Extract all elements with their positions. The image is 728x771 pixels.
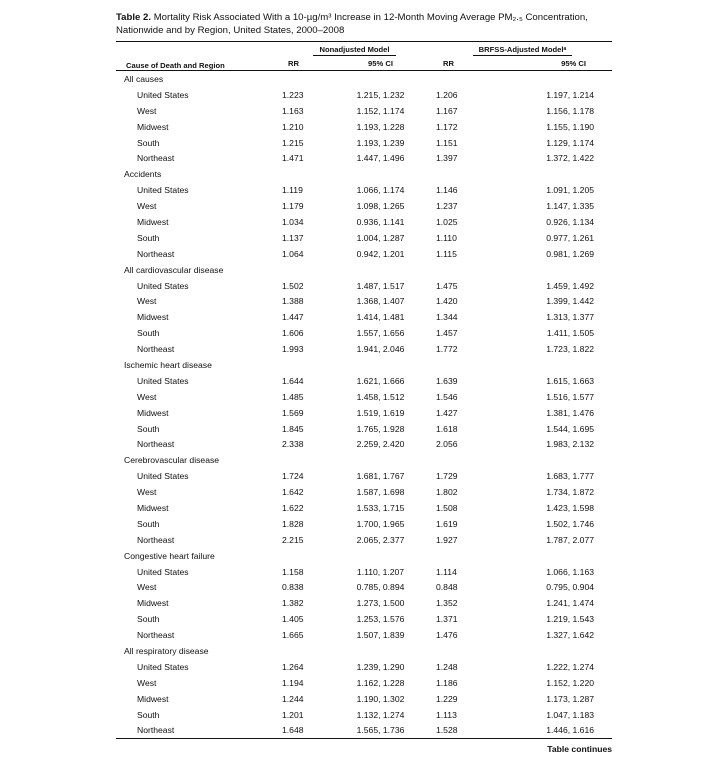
region-cell: United States: [137, 185, 189, 196]
table-row: [116, 135, 612, 151]
rr-nonadjusted-cell: 1.502: [282, 280, 304, 291]
rr-adjusted-cell: 1.639: [436, 375, 458, 386]
header-nonadjusted: Nonadjusted Model: [313, 45, 395, 56]
header-ci-adjusted: 95% CI: [561, 58, 587, 68]
ci-adjusted-cell: 1.222, 1.274: [546, 661, 595, 672]
ci-nonadjusted-cell: 1.132, 1.274: [356, 709, 405, 720]
ci-adjusted-cell: 0.981, 1.269: [546, 248, 595, 259]
region-cell: Northeast: [137, 344, 175, 355]
rr-adjusted-cell: 1.113: [436, 709, 457, 720]
rr-adjusted-cell: 1.475: [436, 280, 458, 291]
rr-adjusted-cell: 1.528: [433, 723, 498, 739]
table-row: [116, 293, 612, 309]
header-nonadjusted-group: [276, 42, 433, 57]
ci-nonadjusted-cell: 1.273, 1.500: [356, 598, 405, 609]
table-row: [116, 627, 612, 643]
rr-nonadjusted-cell: 1.064: [282, 248, 304, 259]
rr-adjusted-cell: 1.352: [436, 598, 458, 609]
rr-adjusted-cell: 1.025: [436, 216, 458, 227]
rr-adjusted-cell: 1.427: [436, 407, 458, 418]
ci-nonadjusted-cell: 1.765, 1.928: [356, 423, 405, 434]
rr-adjusted-cell: 1.476: [436, 630, 458, 641]
region-cell: United States: [137, 89, 189, 100]
ci-nonadjusted-cell: 1.193, 1.239: [356, 137, 405, 148]
ci-adjusted-cell: 1.066, 1.163: [546, 566, 595, 577]
ci-adjusted-cell: 1.372, 1.422: [546, 153, 595, 164]
table-row: [116, 103, 612, 119]
rr-adjusted-cell: 1.172: [436, 121, 458, 132]
region-cell: Northeast: [137, 248, 175, 259]
ci-adjusted-cell: 1.502, 1.746: [546, 518, 595, 529]
rr-nonadjusted-cell: 1.244: [282, 693, 304, 704]
rr-nonadjusted-cell: 0.838: [282, 582, 304, 593]
ci-adjusted-cell: 1.516, 1.577: [546, 391, 595, 402]
ci-nonadjusted-cell: 1.507, 1.839: [356, 630, 405, 641]
rr-adjusted-cell: 1.151: [436, 137, 458, 148]
region-cell: Northeast: [137, 534, 175, 545]
ci-adjusted-cell: 1.787, 2.077: [546, 534, 595, 545]
table-row: [116, 723, 612, 739]
region-cell: United States: [137, 471, 189, 482]
ci-nonadjusted-cell: 1.681, 1.767: [356, 471, 405, 482]
table-row: [116, 373, 612, 389]
table-row: [116, 595, 612, 611]
region-cell: South: [137, 518, 160, 529]
table-row: [116, 659, 612, 675]
table-row: [116, 675, 612, 691]
region-cell: Northeast: [116, 723, 276, 739]
ci-adjusted-cell: 1.241, 1.474: [546, 598, 595, 609]
section-heading: Ischemic heart disease: [124, 359, 212, 370]
ci-nonadjusted-cell: 2.065, 2.377: [356, 534, 405, 545]
ci-nonadjusted-cell: 1.458, 1.512: [356, 391, 405, 402]
rr-nonadjusted-cell: 1.137: [282, 232, 304, 243]
table-body: [116, 71, 612, 739]
ci-adjusted-cell: 1.147, 1.335: [546, 201, 595, 212]
rr-nonadjusted-cell: 1.201: [282, 709, 304, 720]
rr-nonadjusted-cell: 1.405: [282, 614, 304, 625]
ci-nonadjusted-cell: 1.519, 1.619: [356, 407, 405, 418]
rr-nonadjusted-cell: 1.034: [282, 216, 304, 227]
ci-adjusted-cell: 1.544, 1.695: [546, 423, 595, 434]
ci-nonadjusted-cell: 1.193, 1.228: [356, 121, 405, 132]
rr-nonadjusted-cell: 1.223: [282, 89, 304, 100]
region-cell: Midwest: [137, 312, 169, 323]
ci-nonadjusted-cell: 1.098, 1.265: [356, 201, 405, 212]
ci-adjusted-cell: 1.615, 1.663: [546, 375, 595, 386]
section-row: [116, 166, 612, 182]
rr-nonadjusted-cell: 1.569: [282, 407, 304, 418]
ci-nonadjusted-cell: 1.941, 2.046: [356, 344, 405, 355]
header-ci-nonadjusted: 95% CI: [368, 58, 393, 68]
rr-adjusted-cell: 1.146: [436, 185, 458, 196]
table-row: [116, 564, 612, 580]
rr-nonadjusted-cell: 1.648: [276, 723, 328, 739]
table-row: [116, 341, 612, 357]
ci-adjusted-cell: 1.459, 1.492: [546, 280, 595, 291]
region-cell: Midwest: [137, 598, 169, 609]
region-cell: West: [137, 201, 157, 212]
table-row: [116, 421, 612, 437]
region-cell: South: [137, 423, 160, 434]
table-row: [116, 484, 612, 500]
table-row: [116, 500, 612, 516]
section-row: [116, 71, 612, 87]
region-cell: West: [137, 296, 157, 307]
ci-adjusted-cell: 1.313, 1.377: [546, 312, 595, 323]
ci-adjusted-cell: 0.977, 1.261: [546, 232, 595, 243]
table-row: [116, 325, 612, 341]
table-row: [116, 119, 612, 135]
rr-adjusted-cell: 1.344: [436, 312, 458, 323]
rr-adjusted-cell: 2.056: [436, 439, 458, 450]
ci-nonadjusted-cell: 1.414, 1.481: [356, 312, 405, 323]
rr-nonadjusted-cell: 1.163: [282, 105, 304, 116]
ci-adjusted-cell: 1.197, 1.214: [546, 89, 595, 100]
section-row: [116, 452, 612, 468]
ci-adjusted-cell: 0.926, 1.134: [546, 216, 595, 227]
rr-nonadjusted-cell: 1.845: [282, 423, 304, 434]
region-cell: South: [137, 137, 160, 148]
section-heading: All cardiovascular disease: [124, 264, 224, 275]
region-cell: Midwest: [137, 693, 169, 704]
table-row: [116, 405, 612, 421]
ci-nonadjusted-cell: 1.162, 1.228: [356, 677, 405, 688]
section-heading: Congestive heart failure: [124, 550, 215, 561]
rr-adjusted-cell: 1.237: [436, 201, 458, 212]
ci-nonadjusted-cell: 1.110, 1.207: [356, 566, 405, 577]
ci-adjusted-cell: 1.047, 1.183: [546, 709, 595, 720]
rr-adjusted-cell: 1.248: [436, 661, 458, 672]
section-heading: Cerebrovascular disease: [124, 455, 220, 466]
rr-nonadjusted-cell: 1.210: [282, 121, 304, 132]
rr-adjusted-cell: 1.618: [436, 423, 458, 434]
table-label: Table 2.: [116, 12, 152, 23]
ci-nonadjusted-cell: 1.447, 1.496: [356, 153, 405, 164]
region-cell: South: [137, 614, 160, 625]
ci-adjusted-cell: 1.446, 1.616: [498, 723, 612, 739]
rr-adjusted-cell: 1.457: [436, 328, 458, 339]
rr-nonadjusted-cell: 1.828: [282, 518, 304, 529]
ci-nonadjusted-cell: 0.942, 1.201: [356, 248, 405, 259]
ci-nonadjusted-cell: 1.215, 1.232: [356, 89, 405, 100]
rr-adjusted-cell: 1.371: [436, 614, 458, 625]
ci-adjusted-cell: 1.173, 1.287: [546, 693, 595, 704]
rr-adjusted-cell: 1.772: [436, 344, 458, 355]
region-cell: West: [137, 582, 157, 593]
header-adjusted: BRFSS-Adjusted Modelᵃ: [473, 45, 573, 56]
region-cell: South: [137, 328, 160, 339]
ci-adjusted-cell: 1.734, 1.872: [546, 487, 595, 498]
rr-adjusted-cell: 1.206: [436, 89, 458, 100]
region-cell: South: [137, 232, 160, 243]
rr-adjusted-cell: 1.802: [436, 487, 458, 498]
ci-adjusted-cell: 1.091, 1.205: [546, 185, 595, 196]
ci-nonadjusted-cell: 1.565, 1.736: [328, 723, 433, 739]
region-cell: West: [137, 487, 157, 498]
rr-nonadjusted-cell: 1.665: [282, 630, 304, 641]
table-row: [116, 580, 612, 596]
ci-adjusted-cell: 1.683, 1.777: [546, 471, 595, 482]
region-cell: Midwest: [137, 502, 169, 513]
table-row: [116, 532, 612, 548]
region-cell: West: [137, 677, 157, 688]
mortality-risk-table: [116, 41, 612, 739]
ci-adjusted-cell: 0.795, 0.904: [546, 582, 595, 593]
rr-nonadjusted-cell: 1.158: [282, 566, 304, 577]
section-heading: Accidents: [124, 169, 162, 180]
table-row: [116, 230, 612, 246]
table-continues-note: Table continues: [547, 744, 612, 755]
table-row: [116, 516, 612, 532]
ci-nonadjusted-cell: 0.785, 0.894: [356, 582, 405, 593]
section-row: [116, 357, 612, 373]
ci-nonadjusted-cell: 1.621, 1.666: [356, 375, 405, 386]
table-caption: [116, 11, 616, 37]
ci-adjusted-cell: 1.129, 1.174: [546, 137, 595, 148]
rr-nonadjusted-cell: 1.215: [282, 137, 304, 148]
ci-nonadjusted-cell: 1.533, 1.715: [356, 502, 405, 513]
rr-nonadjusted-cell: 1.388: [282, 296, 304, 307]
region-cell: Midwest: [137, 407, 169, 418]
rr-nonadjusted-cell: 1.993: [282, 344, 304, 355]
rr-nonadjusted-cell: 1.485: [282, 391, 304, 402]
rr-nonadjusted-cell: 1.194: [282, 677, 304, 688]
ci-nonadjusted-cell: 1.239, 1.290: [356, 661, 405, 672]
ci-adjusted-cell: 1.983, 2.132: [546, 439, 595, 450]
rr-nonadjusted-cell: 1.179: [282, 201, 304, 212]
region-cell: Northeast: [137, 630, 175, 641]
table-row: [116, 278, 612, 294]
rr-adjusted-cell: 1.110: [436, 232, 457, 243]
rr-adjusted-cell: 1.546: [436, 391, 458, 402]
ci-adjusted-cell: 1.219, 1.543: [546, 614, 595, 625]
table-row: [116, 389, 612, 405]
region-cell: Midwest: [137, 216, 169, 227]
rr-nonadjusted-cell: 2.338: [282, 439, 304, 450]
section-row: [116, 262, 612, 278]
rr-adjusted-cell: 1.397: [436, 153, 458, 164]
table-row: [116, 611, 612, 627]
table-row: [116, 707, 612, 723]
rr-nonadjusted-cell: 1.622: [282, 502, 304, 513]
rr-adjusted-cell: 1.115: [436, 248, 457, 259]
region-cell: United States: [137, 280, 189, 291]
rr-nonadjusted-cell: 1.382: [282, 598, 304, 609]
rr-nonadjusted-cell: 1.264: [282, 661, 304, 672]
region-cell: United States: [137, 566, 189, 577]
rr-adjusted-cell: 1.229: [436, 693, 458, 704]
section-row: [116, 548, 612, 564]
section-heading: All respiratory disease: [124, 646, 209, 656]
rr-adjusted-cell: 1.420: [436, 296, 458, 307]
header-rr-adjusted: RR: [443, 58, 454, 68]
table-title: Mortality Risk Associated With a 10-µg/m³ Increase in 12-Month Moving Average PM₂.₅ Concentration, Nationwide and by Region, United States, 2000–2008: [116, 12, 588, 36]
ci-adjusted-cell: 1.723, 1.822: [546, 344, 595, 355]
ci-adjusted-cell: 1.152, 1.220: [546, 677, 595, 688]
region-cell: United States: [137, 661, 189, 672]
ci-nonadjusted-cell: 1.700, 1.965: [356, 518, 405, 529]
header-cause: Cause of Death and Region: [126, 61, 225, 70]
region-cell: Northeast: [137, 439, 175, 450]
header-adjusted-group: [433, 42, 612, 57]
ci-nonadjusted-cell: 1.368, 1.407: [356, 296, 405, 307]
rr-nonadjusted-cell: 2.215: [282, 534, 304, 545]
ci-nonadjusted-cell: 1.557, 1.656: [356, 328, 405, 339]
ci-adjusted-cell: 1.156, 1.178: [546, 105, 595, 116]
region-cell: South: [137, 709, 160, 720]
ci-adjusted-cell: 1.423, 1.598: [546, 502, 595, 513]
section-heading: All causes: [124, 73, 164, 84]
ci-nonadjusted-cell: 1.066, 1.174: [356, 185, 405, 196]
table-row: [116, 198, 612, 214]
section-row: [116, 643, 612, 659]
rr-nonadjusted-cell: 1.471: [282, 153, 304, 164]
rr-nonadjusted-cell: 1.642: [282, 487, 304, 498]
ci-nonadjusted-cell: 1.004, 1.287: [356, 232, 405, 243]
rr-adjusted-cell: 1.508: [436, 502, 458, 513]
rr-nonadjusted-cell: 1.644: [282, 375, 304, 386]
region-cell: Midwest: [137, 121, 169, 132]
table-row: [116, 436, 612, 452]
table-row: [116, 691, 612, 707]
rr-nonadjusted-cell: 1.724: [282, 471, 304, 482]
rr-adjusted-cell: 1.927: [436, 534, 458, 545]
table-row: [116, 182, 612, 198]
ci-adjusted-cell: 1.411, 1.505: [546, 328, 595, 339]
rr-adjusted-cell: 1.729: [436, 471, 458, 482]
table-row: [116, 87, 612, 103]
table-row: [116, 150, 612, 166]
table-row: [116, 246, 612, 262]
region-cell: United States: [137, 375, 189, 386]
rr-nonadjusted-cell: 1.606: [282, 328, 304, 339]
rr-adjusted-cell: 1.167: [436, 105, 458, 116]
rr-adjusted-cell: 0.848: [436, 582, 458, 593]
ci-nonadjusted-cell: 0.936, 1.141: [356, 216, 405, 227]
rr-adjusted-cell: 1.114: [436, 566, 457, 577]
ci-nonadjusted-cell: 1.152, 1.174: [356, 105, 405, 116]
ci-nonadjusted-cell: 1.253, 1.576: [356, 614, 405, 625]
rr-adjusted-cell: 1.186: [436, 677, 458, 688]
ci-nonadjusted-cell: 1.587, 1.698: [356, 487, 405, 498]
ci-adjusted-cell: 1.399, 1.442: [546, 296, 595, 307]
ci-nonadjusted-cell: 1.487, 1.517: [356, 280, 405, 291]
rr-adjusted-cell: 1.619: [436, 518, 458, 529]
ci-adjusted-cell: 1.327, 1.642: [546, 630, 595, 641]
region-cell: Northeast: [137, 153, 175, 164]
region-cell: West: [137, 105, 157, 116]
table-row: [116, 214, 612, 230]
region-cell: West: [137, 391, 157, 402]
rr-nonadjusted-cell: 1.447: [282, 312, 304, 323]
header-rr-nonadjusted: RR: [288, 58, 299, 68]
table-row: [116, 468, 612, 484]
ci-adjusted-cell: 1.381, 1.476: [546, 407, 595, 418]
rr-nonadjusted-cell: 1.119: [282, 185, 303, 196]
ci-nonadjusted-cell: 1.190, 1.302: [356, 693, 405, 704]
table-row: [116, 309, 612, 325]
ci-nonadjusted-cell: 2.259, 2.420: [356, 439, 405, 450]
ci-adjusted-cell: 1.155, 1.190: [546, 121, 595, 132]
